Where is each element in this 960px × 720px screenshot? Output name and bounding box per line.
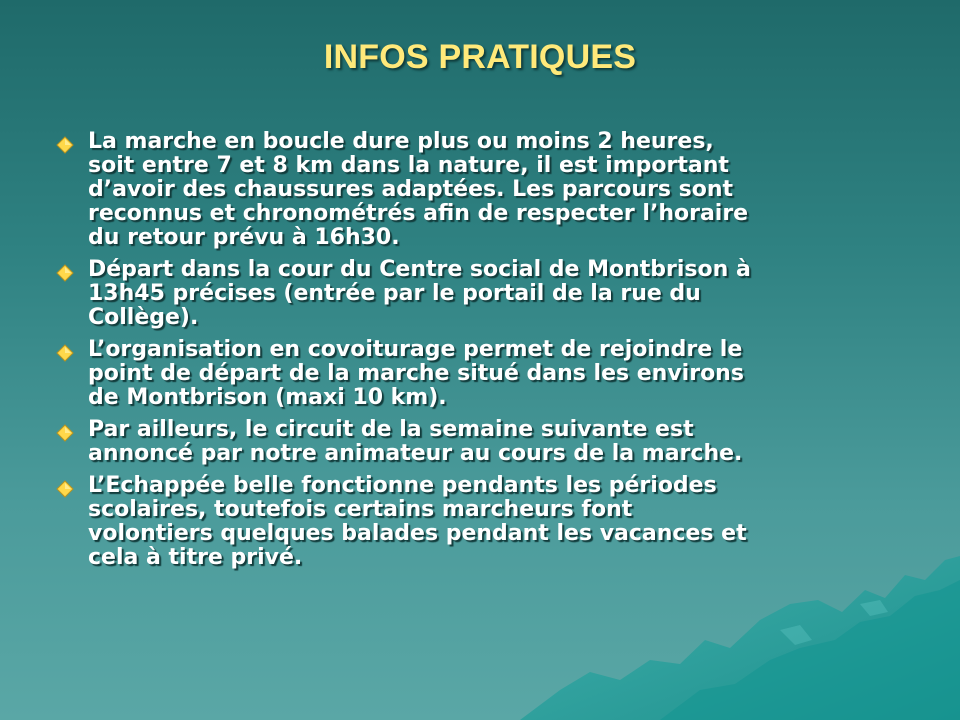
bullet-item bbox=[50, 130, 890, 250]
diamond-bullet-icon bbox=[56, 264, 74, 282]
bullet-text: L’Echappée belle fonctionne pendants les périodes scolaires, toutefois certains marcheurs font volontiers quelques balades pendant les vacances et cela à titre privé. bbox=[88, 473, 747, 570]
bullet-item bbox=[50, 418, 890, 466]
diamond-bullet-icon bbox=[56, 480, 74, 498]
bullet-item bbox=[50, 258, 890, 330]
bullet-item bbox=[50, 338, 890, 410]
bullet-text: La marche en boucle dure plus ou moins 2 heures, soit entre 7 et 8 km dans la nature, il est important d’avoir des chaussures adaptées. Les parcours sont reconnus et chronométrés afin de respecter l’horaire du retour prévu à 16h30. bbox=[88, 129, 749, 250]
bullet-text: Départ dans la cour du Centre social de Montbrison à 13h45 précises (entrée par le portail de la rue du Collège). bbox=[88, 257, 751, 330]
bullet-list bbox=[50, 130, 890, 578]
slide-title: INFOS PRATIQUES bbox=[323, 38, 637, 76]
diamond-bullet-icon bbox=[56, 344, 74, 362]
diamond-bullet-icon bbox=[56, 424, 74, 442]
diamond-bullet-icon bbox=[56, 136, 74, 154]
bullet-text: Par ailleurs, le circuit de la semaine suivante est annoncé par notre animateur au cours de la marche. bbox=[88, 417, 743, 466]
bullet-item bbox=[50, 474, 890, 570]
bullet-text: L’organisation en covoiturage permet de rejoindre le point de départ de la marche situé dans les environs de Montbrison (maxi 10 km). bbox=[88, 337, 744, 410]
